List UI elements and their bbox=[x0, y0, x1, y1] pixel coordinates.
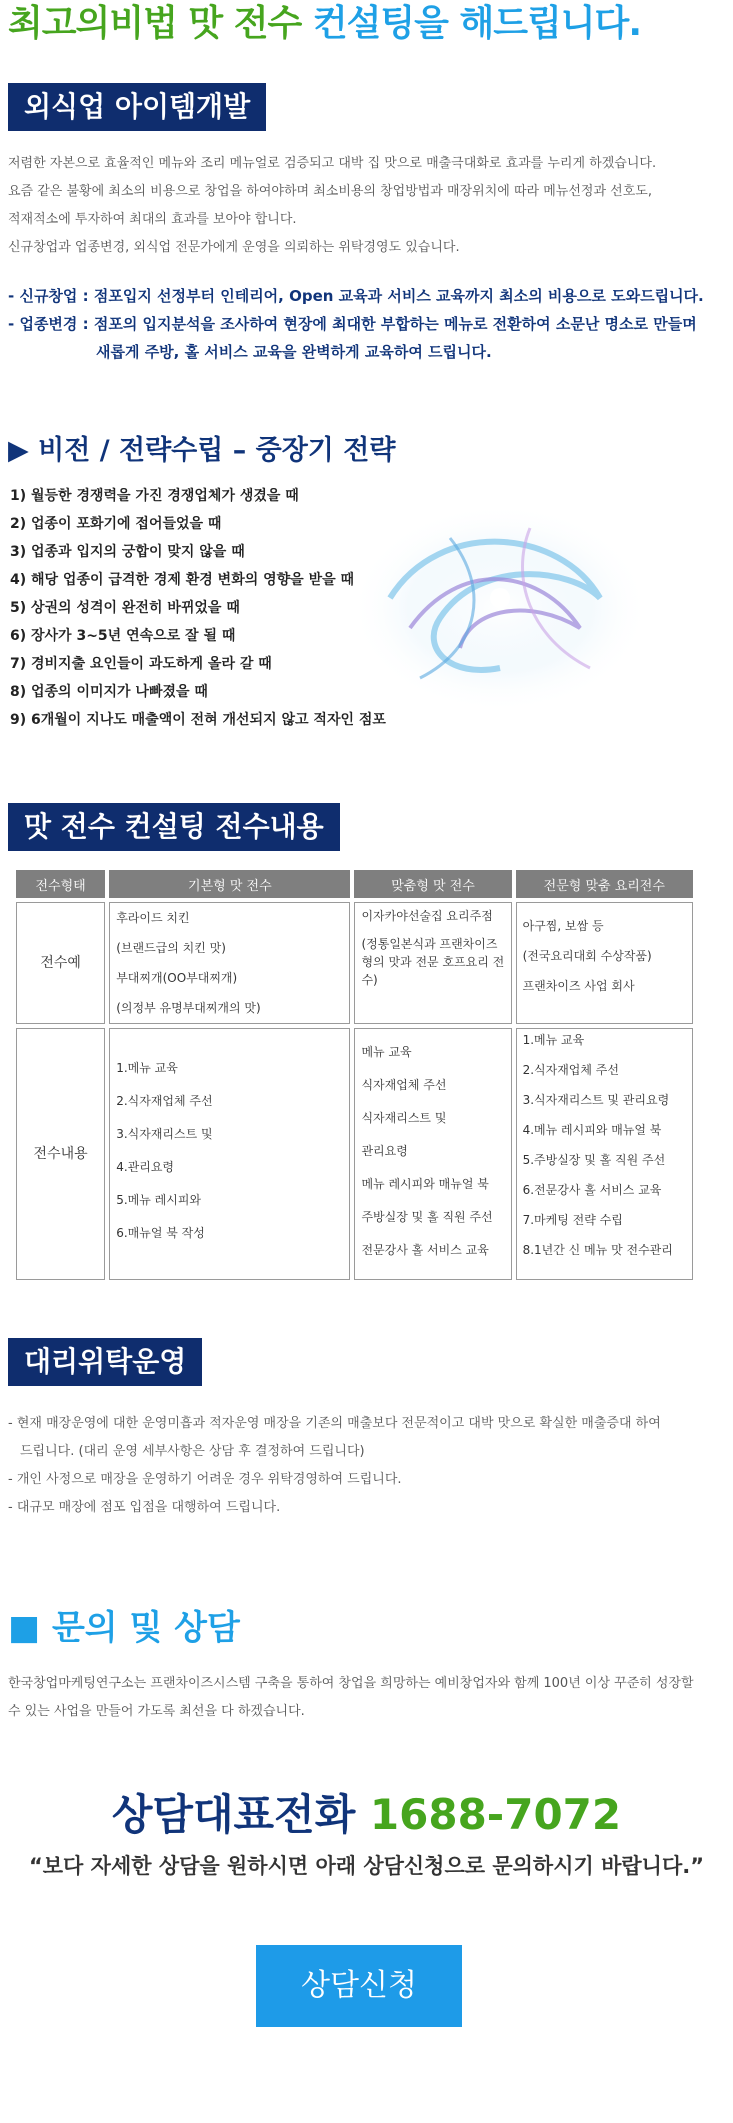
hero-title-part2: 컨설팅을 해드립니다. bbox=[312, 3, 642, 44]
contact-heading: ■ 문의 및 상담 bbox=[8, 1608, 240, 1648]
phone-number[interactable]: 1688-7072 bbox=[369, 1790, 622, 1839]
agency-line: - 개인 사정으로 매장을 운영하기 어려운 경우 위탁경영하여 드립니다. bbox=[8, 1472, 402, 1487]
vision-item: 9) 6개월이 지나도 매출액이 전혀 개선되지 않고 적자인 점포 bbox=[10, 712, 386, 728]
table-header: 전문형 맞춤 요리전수 bbox=[516, 870, 693, 898]
cell-line: 부대찌개(OO부대찌개) bbox=[116, 971, 238, 985]
consultation-request-button[interactable]: 상담신청 bbox=[256, 1945, 462, 2027]
bullet-business-change-cont: 새롭게 주방, 홀 서비스 교육을 완벽하게 교육하여 드립니다. bbox=[96, 343, 492, 361]
cell-line: 주방실장 및 홀 직원 주선 bbox=[361, 1210, 493, 1224]
phone-banner bbox=[0, 1782, 733, 1842]
vision-item: 7) 경비지출 요인들이 과도하게 올라 갈 때 bbox=[10, 656, 272, 672]
cell-line: 아구찜, 보쌈 등 bbox=[522, 919, 604, 933]
cell-line: (브랜드급의 치킨 맛) bbox=[116, 941, 226, 955]
table-row bbox=[16, 902, 693, 1024]
vision-list bbox=[10, 482, 386, 734]
table-cell bbox=[109, 902, 350, 1024]
row-label-contents: 전수내용 bbox=[16, 1028, 105, 1280]
cell-line: 4.관리요령 bbox=[116, 1160, 175, 1174]
bullet-new-startup: - 신규창업 : 점포입지 선정부터 인테리어, Open 교육과 서비스 교육까지 최소의 비용으로 도와드립니다. bbox=[8, 287, 704, 305]
agency-line: - 대규모 매장에 점포 입점을 대행하여 드립니다. bbox=[8, 1500, 281, 1515]
table-cell bbox=[354, 902, 511, 1024]
cell-line: 후라이드 치킨 bbox=[116, 911, 190, 925]
cell-line: 메뉴 교육 bbox=[361, 1045, 412, 1059]
phone-label: 상담대표전화 bbox=[111, 1790, 370, 1839]
agency-lines bbox=[8, 1410, 661, 1522]
bullet-business-change: - 업종변경 : 점포의 입지분석을 조사하여 현장에 최대한 부합하는 메뉴로 전환하여 소문난 명소로 만들며 bbox=[8, 315, 697, 333]
startup-bullets bbox=[8, 282, 704, 366]
cell-line: 1.메뉴 교육 bbox=[522, 1033, 585, 1047]
table-cell bbox=[109, 1028, 350, 1280]
cell-line: 프랜차이즈 사업 회사 bbox=[522, 979, 635, 993]
cell-line: (정통일본식과 프랜차이즈형의 맛과 전문 호프요리 전수) bbox=[361, 937, 505, 987]
agency-line: - 현재 매장운영에 대한 운영미흡과 적자운영 매장을 기존의 매출보다 전문적이고 대박 맛으로 확실한 매출증대 하여 bbox=[8, 1416, 661, 1431]
section-heading-consulting: 맛 전수 컨설팅 전수내용 bbox=[8, 803, 340, 851]
vision-item: 8) 업종의 이미지가 나빠졌을 때 bbox=[10, 684, 208, 700]
cell-line: 5.주방실장 및 홀 직원 주선 bbox=[522, 1153, 666, 1167]
consulting-table bbox=[12, 866, 697, 1284]
table-header: 기본형 맛 전수 bbox=[109, 870, 350, 898]
vision-item: 3) 업종과 입지의 궁합이 맞지 않을 때 bbox=[10, 544, 245, 560]
table-cell bbox=[516, 1028, 693, 1280]
section-heading-agency: 대리위탁운영 bbox=[8, 1338, 202, 1386]
cell-line: 2.식자재업체 주선 bbox=[522, 1063, 619, 1077]
intro-paragraphs bbox=[8, 150, 656, 262]
cell-line: 관리요령 bbox=[361, 1144, 408, 1158]
vision-item: 6) 장사가 3~5년 연속으로 잘 될 때 bbox=[10, 628, 236, 644]
hero-title bbox=[8, 2, 641, 46]
row-label-examples: 전수예 bbox=[16, 902, 105, 1024]
table-cell bbox=[354, 1028, 511, 1280]
cell-line: 3.식자재리스트 및 관리요령 bbox=[522, 1093, 670, 1107]
cell-line: (전국요리대회 수상작품) bbox=[522, 949, 652, 963]
cell-line: 7.마케팅 전략 수립 bbox=[522, 1213, 623, 1227]
table-row bbox=[16, 1028, 693, 1280]
cell-line: 메뉴 레시피와 매뉴얼 북 bbox=[361, 1177, 489, 1191]
contact-lines bbox=[8, 1670, 694, 1726]
intro-line: 신규창업과 업종변경, 외식업 전문가에게 운영을 의뢰하는 위탁경영도 있습니다. bbox=[8, 240, 460, 255]
vision-item: 2) 업종이 포화기에 접어들었을 때 bbox=[10, 516, 222, 532]
intro-line: 요즘 같은 불황에 최소의 비용으로 창업을 하여야하며 최소비용의 창업방법과 매장위치에 따라 메뉴선정과 선호도, bbox=[8, 184, 652, 199]
intro-line: 적재적소에 투자하여 최대의 효과를 보아야 합니다. bbox=[8, 212, 297, 227]
cell-line: 전문강사 홀 서비스 교육 bbox=[361, 1243, 489, 1257]
hero-title-part1: 최고의비법 맛 전수 bbox=[8, 3, 313, 44]
contact-line: 한국창업마케팅연구소는 프랜차이즈시스템 구축을 통하여 창업을 희망하는 예비창업자와 함께 100년 이상 꾸준히 성장할 bbox=[8, 1676, 694, 1691]
cell-line: 1.메뉴 교육 bbox=[116, 1061, 178, 1075]
cell-line: 8.1년간 신 메뉴 맛 전수관리 bbox=[522, 1243, 673, 1257]
table-cell bbox=[516, 902, 693, 1024]
cell-line: (의정부 유명부대찌개의 맛) bbox=[116, 1001, 261, 1015]
intro-line: 저렴한 자본으로 효율적인 메뉴와 조리 메뉴얼로 검증되고 대박 집 맛으로 매출극대화로 효과를 누리게 하겠습니다. bbox=[8, 156, 657, 171]
cell-line: 식자재업체 주선 bbox=[361, 1078, 447, 1092]
cell-line: 5.메뉴 레시피와 bbox=[116, 1193, 202, 1207]
table-header: 전수형태 bbox=[16, 870, 105, 898]
cell-line: 4.메뉴 레시피와 매뉴얼 북 bbox=[522, 1123, 662, 1137]
cell-line: 식자재리스트 및 bbox=[361, 1111, 447, 1125]
vision-heading: ▶ 비전 / 전략수립 – 중장기 전략 bbox=[8, 435, 396, 466]
cell-line: 2.식자재업체 주선 bbox=[116, 1094, 213, 1108]
agency-line: 드립니다. (대리 운영 세부사항은 상담 후 결정하여 드립니다) bbox=[20, 1444, 365, 1459]
cell-line: 이자카야선술집 요리주점 bbox=[361, 909, 493, 923]
cell-line: 3.식자재리스트 및 bbox=[116, 1127, 213, 1141]
cell-line: 6.매뉴얼 북 작성 bbox=[116, 1226, 205, 1240]
cell-line: 6.전문강사 홀 서비스 교육 bbox=[522, 1183, 662, 1197]
vision-item: 1) 월등한 경쟁력을 가진 경쟁업체가 생겼을 때 bbox=[10, 488, 299, 504]
table-header-row bbox=[16, 870, 693, 898]
contact-line: 수 있는 사업을 만들어 가도록 최선을 다 하겠습니다. bbox=[8, 1704, 305, 1719]
section-heading-item-development: 외식업 아이템개발 bbox=[8, 83, 266, 131]
consultation-quote: “보다 자세한 상담을 원하시면 아래 상담신청으로 문의하시기 바랍니다.” bbox=[28, 1854, 705, 1878]
vision-item: 5) 상권의 성격이 완전히 바뀌었을 때 bbox=[10, 600, 240, 616]
table-header: 맞춤형 맛 전수 bbox=[354, 870, 511, 898]
vision-item: 4) 해당 업종이 급격한 경제 환경 변화의 영향을 받을 때 bbox=[10, 572, 355, 588]
